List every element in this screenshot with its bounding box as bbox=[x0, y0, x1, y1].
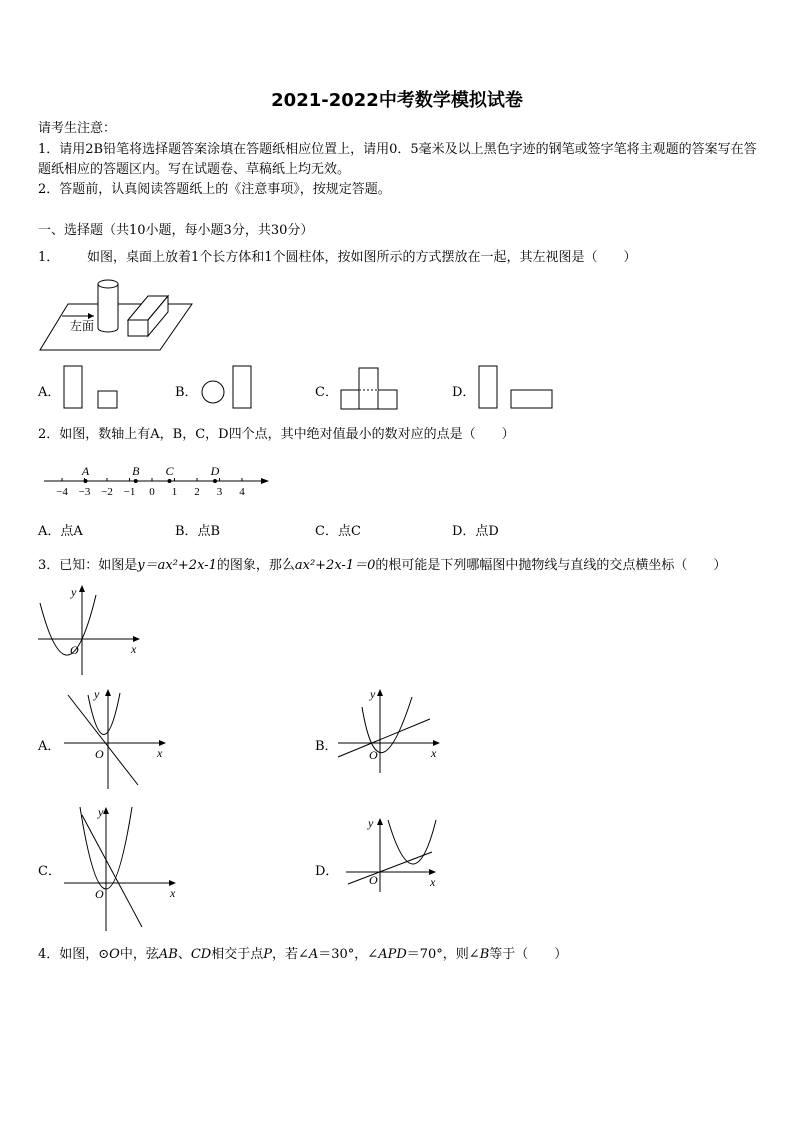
q1-option-b-figure bbox=[198, 364, 268, 414]
notice-item-1: 1．请用2B铅笔将选择题答案涂填在答题纸相应位置上，请用0．5毫米及以上黑色字迹的钢笔或签字笔将主观题的答案写在答题纸相应的答题区内。写在试题卷、草稿纸上均无效。 bbox=[38, 142, 757, 177]
tick-label: −2 bbox=[101, 486, 113, 498]
cylinder bbox=[98, 284, 118, 332]
q3-option-d-graph bbox=[344, 812, 444, 894]
q2-number-line bbox=[38, 462, 278, 502]
q1-figure bbox=[36, 274, 206, 354]
q2-option-a: A．点A bbox=[38, 524, 83, 539]
q3-option-a: A． bbox=[38, 739, 61, 754]
number-line-arrow bbox=[261, 478, 269, 484]
number-line-points bbox=[81, 464, 220, 483]
svg-text:O: O bbox=[369, 873, 378, 887]
q2-option-b: B．点B bbox=[175, 524, 221, 539]
parabola bbox=[388, 820, 436, 864]
q1-option-c-figure bbox=[338, 364, 402, 414]
q2-option-d: D．点D bbox=[452, 524, 499, 539]
q3-main-graph bbox=[36, 583, 146, 675]
view-label: 左面 bbox=[70, 319, 95, 333]
q4-text: 4．如图，⊙O中，弦AB、CD相交于点P，若∠A＝30°，∠APD＝70°，则∠B等于（ ） bbox=[38, 947, 568, 962]
q3-option-c-graph bbox=[62, 803, 182, 933]
tick-label: −1 bbox=[123, 486, 136, 498]
tick-label: 1 bbox=[171, 486, 178, 498]
line bbox=[82, 815, 142, 927]
q3-option-b-graph bbox=[336, 685, 446, 775]
q1-option-a: A． bbox=[38, 385, 61, 400]
point-b bbox=[134, 479, 138, 483]
q3-equation: ax²+2x-1＝0 bbox=[294, 558, 376, 573]
q3-text-b: 的图象，那么 bbox=[216, 558, 295, 573]
point-label-a: A bbox=[81, 464, 90, 478]
tick-label: −4 bbox=[56, 486, 68, 498]
line bbox=[338, 719, 430, 757]
svg-text:x: x bbox=[157, 746, 163, 760]
svg-text:x: x bbox=[431, 746, 437, 760]
page-title: 2021-2022中考数学模拟试卷 bbox=[271, 90, 523, 111]
q1-text: 如图，桌面上放着1个长方体和1个圆柱体，按如图所示的方式摆放在一起，其左视图是（ ） bbox=[87, 250, 637, 265]
tick-label: 2 bbox=[194, 486, 200, 498]
svg-text:y: y bbox=[368, 816, 374, 830]
tick-label: −3 bbox=[78, 486, 91, 498]
point-c bbox=[168, 479, 172, 483]
line bbox=[348, 852, 432, 884]
tick-label: 3 bbox=[216, 486, 223, 498]
q1-option-b: B． bbox=[175, 385, 198, 400]
line bbox=[68, 695, 138, 785]
x-label: x bbox=[131, 642, 137, 656]
svg-text:O: O bbox=[369, 748, 378, 762]
svg-text:y: y bbox=[94, 687, 100, 701]
q1-number: 1． bbox=[38, 250, 60, 265]
q2-option-c: C．点C bbox=[315, 524, 361, 539]
origin-label: O bbox=[70, 643, 79, 657]
tick-label: 4 bbox=[239, 486, 245, 498]
cylinder-top bbox=[98, 280, 118, 288]
cuboid-front bbox=[128, 320, 148, 336]
q3-text-c: 的根可能是下列哪幅图中抛物线与直线的交点横坐标（ ） bbox=[375, 558, 727, 573]
q3-option-d: D． bbox=[315, 864, 339, 879]
svg-text:O: O bbox=[95, 747, 104, 761]
point-d bbox=[213, 479, 217, 483]
parabola bbox=[88, 693, 120, 735]
q3-option-b: B． bbox=[315, 739, 338, 754]
section-heading: 一、选择题（共10小题，每小题3分，共30分） bbox=[38, 223, 314, 238]
q3-option-c: C． bbox=[38, 864, 61, 879]
q1-option-d-figure bbox=[475, 364, 560, 414]
y-label: y bbox=[71, 585, 77, 599]
parabola bbox=[40, 595, 96, 655]
q2-text: 2．如图，数轴上有A，B，C，D四个点，其中绝对值最小的数对应的点是（ ） bbox=[38, 427, 515, 442]
point-a bbox=[84, 479, 88, 483]
svg-text:y: y bbox=[98, 805, 104, 819]
q3-text-a: 3．已知：如图是 bbox=[38, 558, 138, 573]
q3-option-a-graph bbox=[62, 685, 172, 793]
svg-text:O: O bbox=[95, 887, 104, 901]
q1-option-c: C． bbox=[315, 385, 338, 400]
tick-label: 0 bbox=[149, 486, 155, 498]
point-label-c: C bbox=[165, 464, 174, 478]
point-label-d: D bbox=[210, 464, 220, 478]
q1-option-d: D． bbox=[452, 385, 476, 400]
svg-text:y: y bbox=[370, 687, 376, 701]
notice-heading: 请考生注意： bbox=[38, 121, 117, 136]
notice-item-2: 2．答题前，认真阅读答题纸上的《注意事项》，按规定答题。 bbox=[38, 182, 391, 197]
svg-text:x: x bbox=[170, 886, 176, 900]
q3-text bbox=[38, 556, 726, 576]
q1-option-a-figure bbox=[60, 364, 130, 414]
svg-text:x: x bbox=[430, 875, 436, 889]
point-label-b: B bbox=[132, 464, 140, 478]
q3-function: y＝ax²+2x-1 bbox=[137, 558, 217, 573]
